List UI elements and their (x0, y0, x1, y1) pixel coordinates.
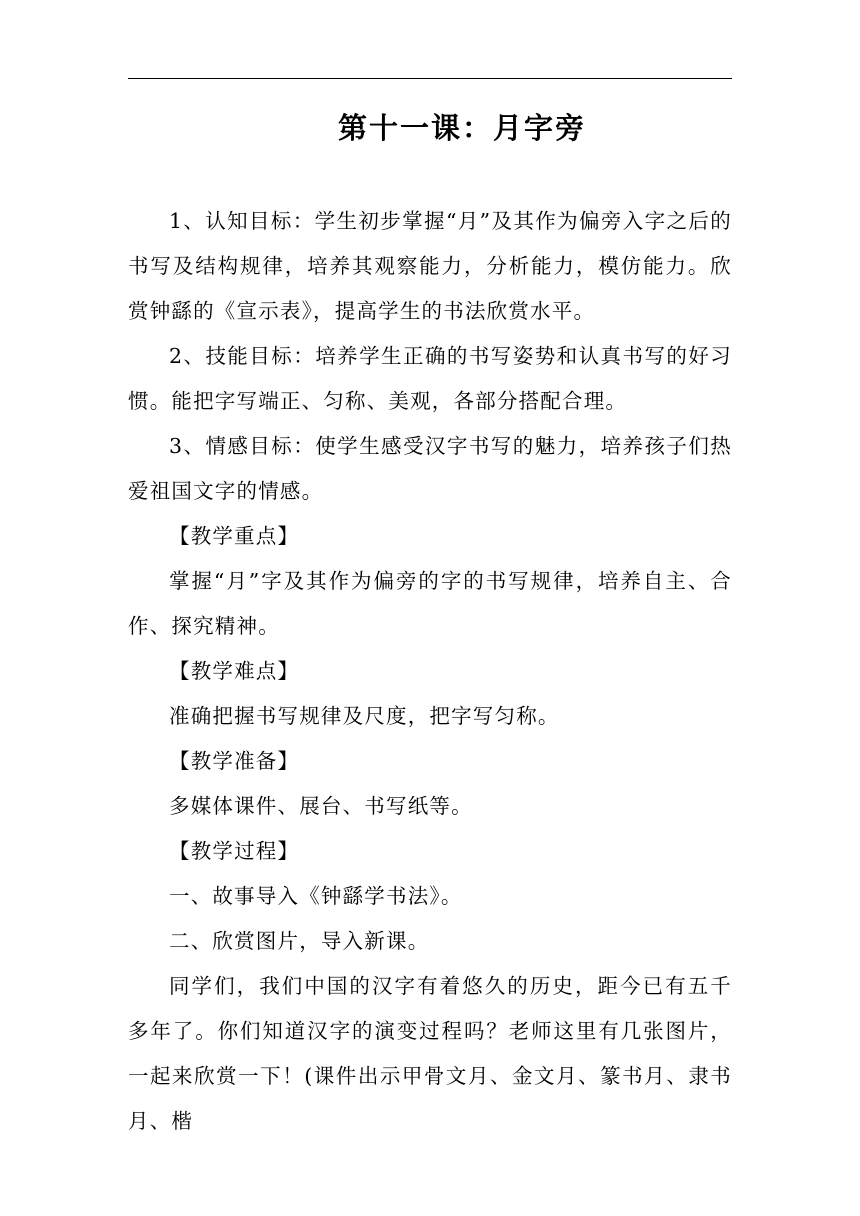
process-step-1: 一、故事导入《钟繇学书法》。 (169, 884, 463, 908)
key-points-text: 掌握“月”字及其作为偏旁的字的书写规律，培养自主、合作、探究精神。 (128, 569, 732, 638)
preparation-text: 多媒体课件、展台、书写纸等。 (169, 794, 473, 818)
section-heading-difficulties: 【教学难点】 (169, 659, 300, 683)
objective-emotion: 3、情感目标：使学生感受汉字书写的魅力，培养孩子们热爱祖国文字的情感。 (128, 434, 732, 503)
header-rule (128, 78, 732, 79)
process-narrative: 同学们，我们中国的汉字有着悠久的历史，距今已有五千多年了。你们知道汉字的演变过程吗？老师这里有几张图片，一起来欣赏一下！(课件出示甲骨文月、金文月、篆书月、隶书月、楷 (128, 974, 732, 1133)
section-heading-process: 【教学过程】 (169, 839, 300, 863)
document-body (128, 199, 732, 1144)
process-step-2: 二、欣赏图片，导入新课。 (169, 929, 430, 953)
section-heading-preparation: 【教学准备】 (169, 749, 300, 773)
section-heading-key-points: 【教学重点】 (169, 524, 300, 548)
objective-skill: 2、技能目标：培养学生正确的书写姿势和认真书写的好习惯。能把字写端正、匀称、美观，各部分搭配合理。 (128, 344, 732, 413)
objective-cognitive: 1、认知目标：学生初步掌握“月”及其作为偏旁入字之后的书写及结构规律，培养其观察能力，分析能力，模仿能力。欣赏钟繇的《宣示表》，提高学生的书法欣赏水平。 (128, 209, 732, 323)
lesson-title: 第十一课：月字旁 (337, 111, 586, 145)
difficulties-text: 准确把握书写规律及尺度，把字写匀称。 (169, 704, 560, 728)
